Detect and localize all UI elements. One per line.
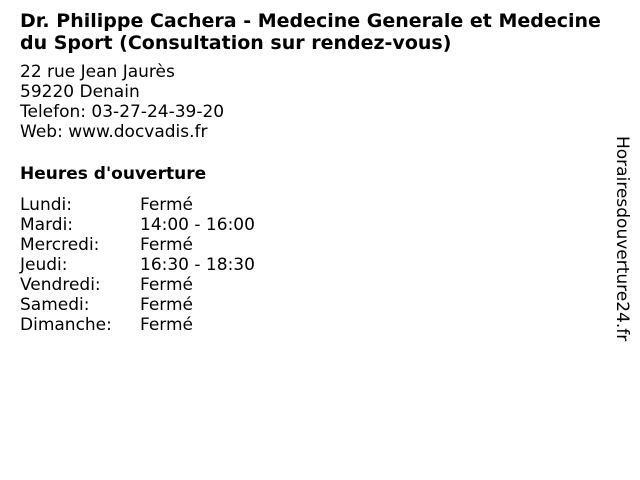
business-title: Dr. Philippe Cachera - Medecine Generale et Medecine du Sport (Consultation sur rendez-vous) xyxy=(20,10,601,54)
hours-value: Fermé xyxy=(140,295,194,315)
phone-number: Telefon: 03-27-24-39-20 xyxy=(20,102,225,122)
day-label: Lundi: xyxy=(20,195,72,215)
hours-value: 14:00 - 16:00 xyxy=(140,215,255,235)
hours-value: Fermé xyxy=(140,315,194,335)
address-block xyxy=(20,62,610,142)
hours-row-saturday xyxy=(20,295,610,315)
site-brand-vertical: Horairesdouverture24.fr xyxy=(612,136,632,342)
hours-value: 16:30 - 18:30 xyxy=(140,255,255,275)
hours-row-thursday xyxy=(20,255,610,275)
opening-hours-heading: Heures d'ouverture xyxy=(20,164,207,184)
hours-value: Fermé xyxy=(140,235,194,255)
hours-row-wednesday xyxy=(20,235,610,255)
website: Web: www.docvadis.fr xyxy=(20,122,208,142)
day-label: Jeudi: xyxy=(20,255,68,275)
day-label: Dimanche: xyxy=(20,315,112,335)
day-label: Vendredi: xyxy=(20,275,101,295)
business-card xyxy=(20,10,610,335)
street-address: 22 rue Jean Jaurès xyxy=(20,62,175,82)
hours-row-sunday xyxy=(20,315,610,335)
hours-row-friday xyxy=(20,275,610,295)
day-label: Samedi: xyxy=(20,295,90,315)
postal-city: 59220 Denain xyxy=(20,82,140,102)
hours-row-monday xyxy=(20,195,610,215)
hours-value: Fermé xyxy=(140,195,194,215)
day-label: Mardi: xyxy=(20,215,74,235)
day-label: Mercredi: xyxy=(20,235,100,255)
opening-hours-table xyxy=(20,195,610,335)
hours-row-tuesday xyxy=(20,215,610,235)
hours-value: Fermé xyxy=(140,275,194,295)
